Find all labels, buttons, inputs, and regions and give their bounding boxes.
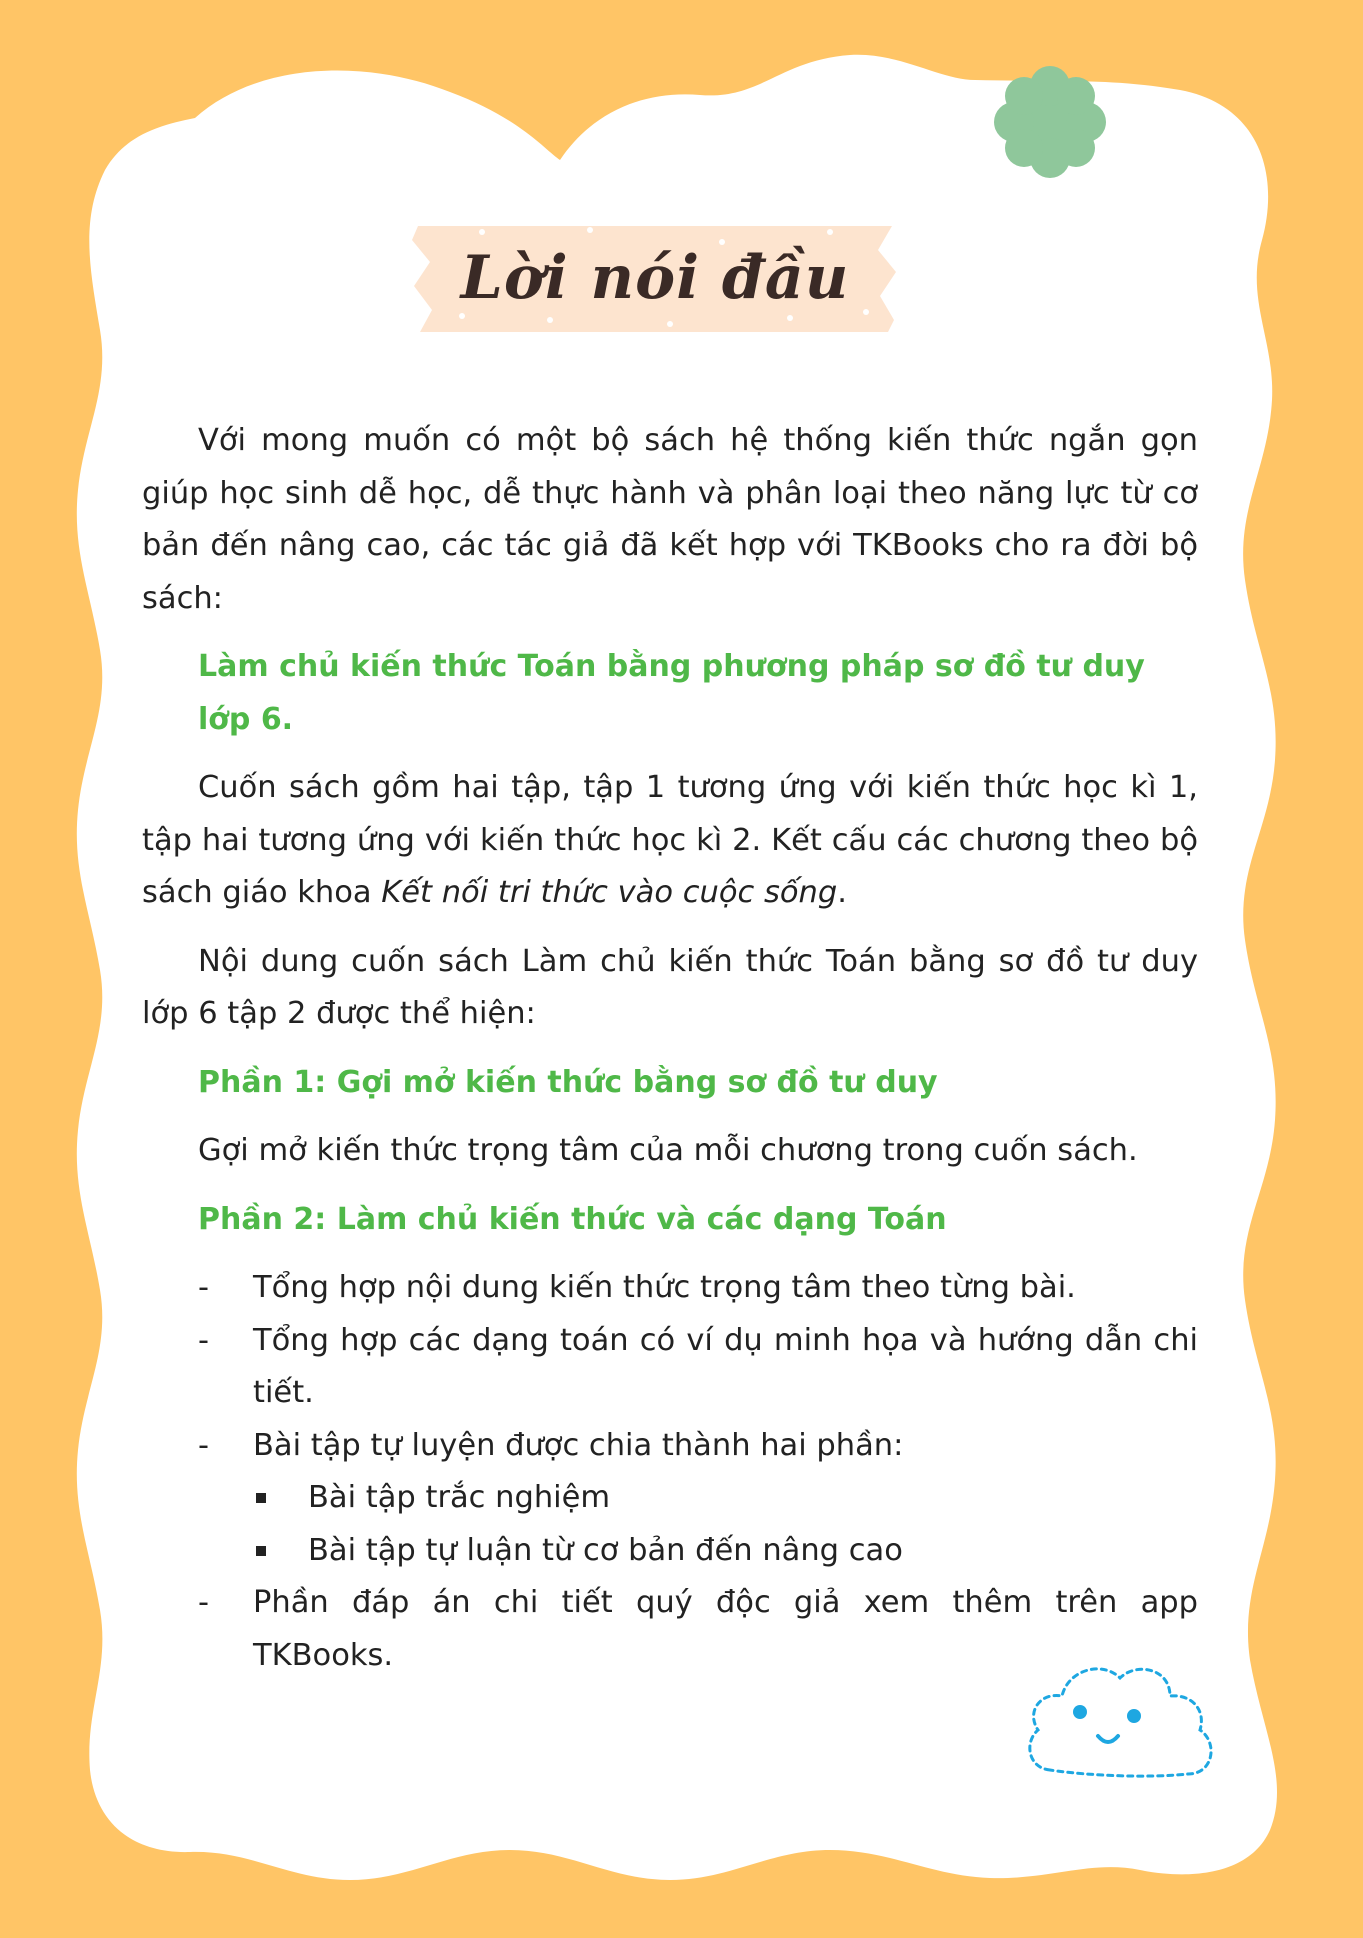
part1-heading: Phần 1: Gợi mở kiến thức bằng sơ đồ tư duy (198, 1064, 938, 1100)
dash-marker: - (198, 1270, 210, 1305)
volume-text: Cuốn sách gồm hai tập, tập 1 tương ứng với kiến thức học kì 1, tập hai tương ứng với kiến thức học kì 2. Kết cấu các chương theo bộ sách giáo khoa (142, 770, 1198, 910)
sub-list-item-text: Bài tập trắc nghiệm (308, 1480, 611, 1515)
preface-content (142, 415, 1198, 1682)
list-item-text: Tổng hợp nội dung kiến thức trọng tâm theo từng bài. (253, 1270, 1076, 1305)
volume-paragraph (142, 762, 1198, 920)
part2-heading: Phần 2: Làm chủ kiến thức và các dạng Toán (198, 1201, 947, 1237)
square-bullet-icon (256, 1546, 266, 1556)
list-item-text: Phần đáp án chi tiết quý độc giả xem thêm trên app TKBooks. (253, 1585, 1198, 1673)
dash-marker: - (198, 1322, 210, 1358)
sub-list-item (142, 1472, 1198, 1525)
sub-list-item-text: Bài tập tự luận từ cơ bản đến nâng cao (308, 1532, 903, 1568)
intro-paragraph: Với mong muốn có một bộ sách hệ thống kiến thức ngắn gọn giúp học sinh dễ học, dễ thực hành và phân loại theo năng lực từ cơ bản đến nâng cao, các tác giả đã kết hợp với TKBooks cho ra đời bộ sách: (142, 423, 1198, 616)
textbook-series-name: Kết nối tri thức vào cuộc sống (381, 875, 838, 910)
dash-marker: - (198, 1427, 210, 1463)
dash-marker: - (198, 1585, 210, 1620)
volume-text-end: . (837, 875, 847, 910)
list-item-text: Bài tập tự luyện được chia thành hai phần: (253, 1427, 904, 1463)
list-item (142, 1262, 1198, 1315)
list-item-text: Tổng hợp các dạng toán có ví dụ minh họa và hướng dẫn chi tiết. (253, 1322, 1198, 1410)
part2-list (142, 1262, 1198, 1682)
list-item (142, 1315, 1198, 1420)
square-bullet-icon (256, 1493, 266, 1503)
list-item (142, 1420, 1198, 1473)
book-title: Làm chủ kiến thức Toán bằng phương pháp sơ đồ tư duy lớp 6. (198, 649, 1145, 737)
sub-list-item (142, 1525, 1198, 1578)
flower-decoration-icon (990, 62, 1110, 182)
content-paragraph: Nội dung cuốn sách Làm chủ kiến thức Toán bằng sơ đồ tư duy lớp 6 tập 2 được thể hiện: (142, 943, 1198, 1031)
part1-text: Gợi mở kiến thức trọng tâm của mỗi chương trong cuốn sách. (198, 1133, 1138, 1168)
smiling-cloud-icon (1020, 1650, 1220, 1785)
page-title: Lời nói đầu (460, 243, 850, 313)
